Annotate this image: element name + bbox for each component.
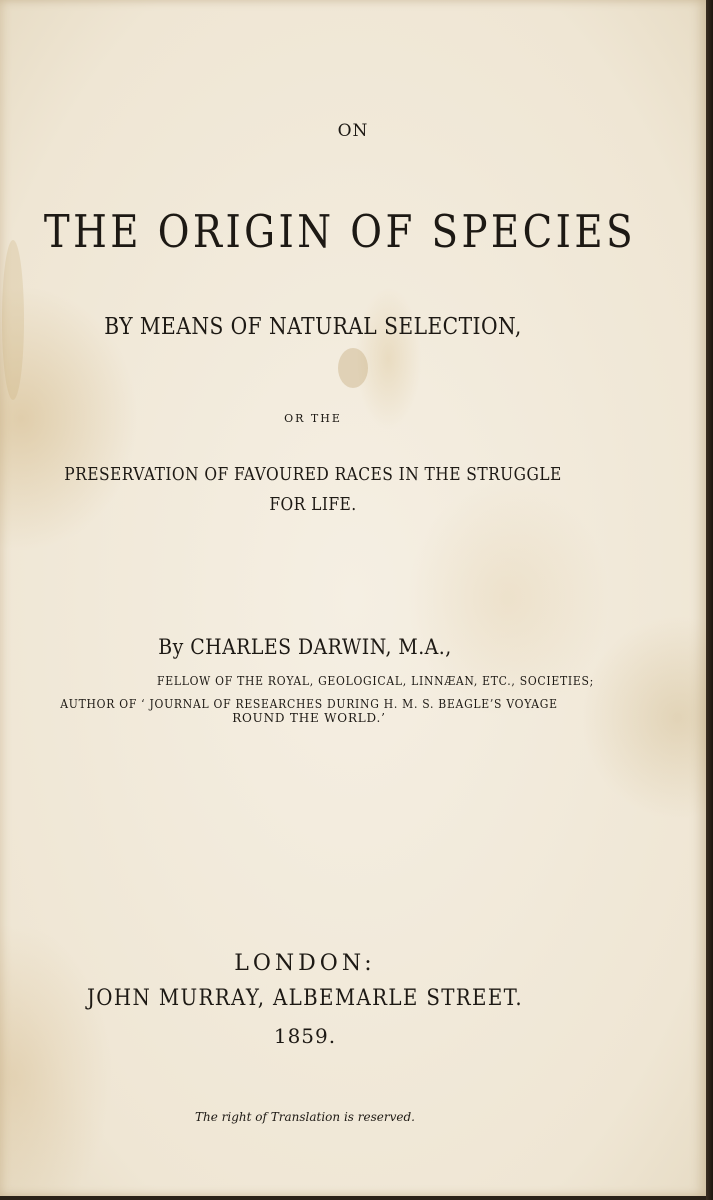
rights-notice: The right of Translation is reserved. — [195, 1110, 415, 1124]
author-line: By CHARLES DARWIN, M.A., — [158, 635, 452, 659]
publisher: JOHN MURRAY, ALBEMARLE STREET. — [87, 986, 523, 1011]
foxing-stain — [2, 240, 24, 400]
book-title: THE ORIGIN OF SPECIES — [43, 205, 637, 258]
or-the-connector: OR THE — [284, 412, 342, 425]
preservation-line-2: FOR LIFE. — [269, 494, 357, 515]
book-subtitle: BY MEANS OF NATURAL SELECTION, — [104, 314, 522, 340]
credentials-line-2: AUTHOR OF ‘ JOURNAL OF RESEARCHES DURING H. M. S. BEAGLE’S VOYAGE — [60, 697, 558, 711]
title-on: ON — [337, 121, 369, 141]
foxing-stain — [338, 348, 368, 388]
publication-year: 1859. — [273, 1024, 337, 1048]
preservation-line-1: PRESERVATION OF FAVOURED RACES IN THE STRUGGLE — [64, 464, 562, 485]
publication-place: LONDON: — [234, 951, 376, 976]
credentials-line-1: FELLOW OF THE ROYAL, GEOLOGICAL, LINNÆAN, ETC., SOCIETIES; — [157, 674, 594, 688]
credentials-line-3: ROUND THE WORLD.’ — [232, 711, 386, 725]
book-edge — [706, 0, 713, 1200]
